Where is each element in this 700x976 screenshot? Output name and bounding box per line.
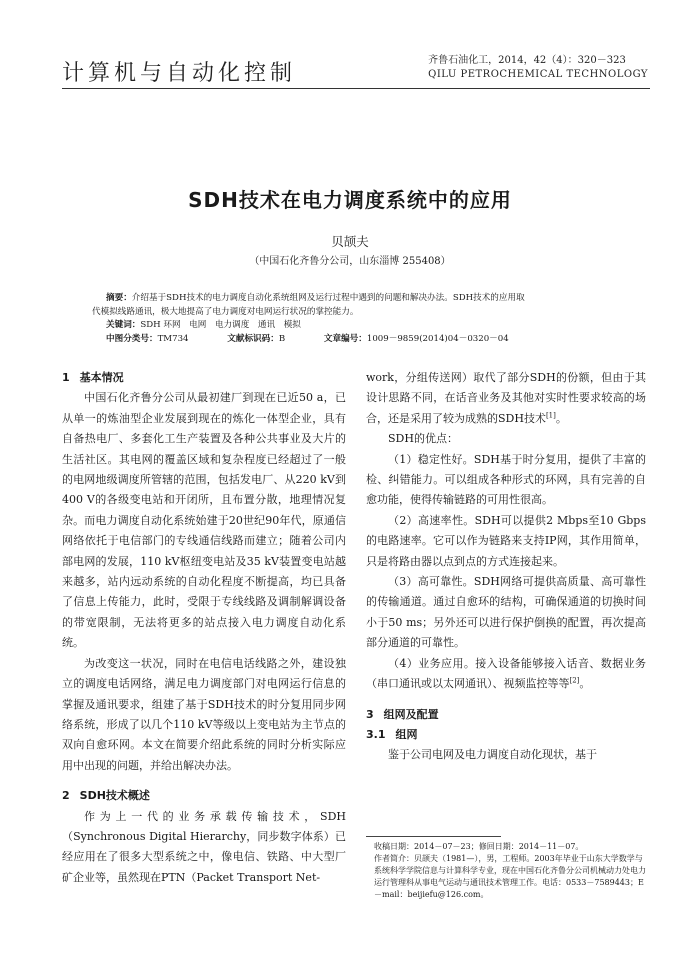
left-column (62, 368, 346, 888)
keywords-line (92, 319, 604, 333)
right-paragraph-1-text: work，分组传送网）取代了部分SDH的份额，但由于其设计思路不同，在话音业务及其他对实时性要求较高的场合，还是采用了较为成熟的SDH技术 (366, 371, 646, 425)
abstract-line-2: 代模拟线路通讯，极大地提高了电力调度对电网运行状况的掌控能力。 (92, 306, 359, 317)
affiliation: （中国石化齐鲁分公司，山东淄博 255408） (249, 256, 451, 267)
journal-info (428, 54, 648, 82)
footnote-rule (366, 836, 501, 837)
section-2-paragraph-1: 作为上一代的业务承载传输技术，SDH（Synchronous Digital Hierarchy，同步数字体系）已经应用在了很多大型系统之中，像电信、铁路、中大型厂矿企业等，虽然现在PTN（Packet Transport Net- (62, 809, 346, 884)
section-1-paragraph-2: 为改变这一状况，同时在电信电话线路之外，建设独立的调度电话网络，满足电力调度部门对电网运行信息的掌握及通讯要求，组建了基于SDH技术的时分复用同步网络系统，形成了以几个110 kV等级以上变电站为主节点的双向自愈环网。本文在简要介绍此系统的同时分析实际应用中出现的问题，并给出解决办法。 (62, 656, 346, 772)
section-1-title: 基本情况 (79, 371, 124, 384)
section-3-number: 3 (366, 707, 374, 721)
advantage-4-end: 。 (579, 677, 591, 691)
section-3-1-paragraph: 鉴于公司电网及电力调度自动化现状，基于 (388, 748, 597, 762)
doc-code-value: B (278, 333, 286, 344)
article-number (324, 334, 527, 344)
section-1-number: 1 (62, 371, 70, 384)
citation-2: [2] (569, 676, 580, 685)
right-column (366, 368, 646, 766)
abstract-block (92, 292, 604, 346)
advantage-2: （2）高速率性。SDH可以提供2 Mbps至10 Gbps的电路速率。它可以作为链路来支持IP网，其作用简单，只是将路由器以点到点的方式连接起来。 (366, 513, 646, 568)
clc-label: 中图分类号： (106, 333, 158, 344)
advantages-intro: SDH的优点： (388, 432, 458, 446)
doc-code-label: 文献标识码： (227, 333, 279, 344)
header-rule (62, 88, 650, 89)
advantage-3: （3）高可靠性。SDH网络可提供高质量、高可靠性的传输通道。通过自愈环的结构，可确保通道的切换时间小于50 ms；另外还可以进行保护倒换的配置，再次提高部分通道的可靠性。 (366, 575, 646, 650)
section-2-title: SDH技术概述 (79, 789, 150, 803)
clc-value: TM734 (157, 333, 189, 344)
advantage-4 (366, 654, 646, 695)
keywords-label: 关键词： (106, 320, 141, 330)
classification-row (92, 333, 604, 347)
doc-code (227, 334, 303, 344)
section-2-number: 2 (62, 789, 70, 803)
abstract-label: 摘要： (106, 293, 132, 303)
citation-1: [1] (545, 411, 556, 420)
article-number-label: 文章编号： (323, 333, 367, 344)
abstract-line-1 (92, 292, 604, 306)
section-3-1-number: 3.1 (366, 727, 386, 741)
journal-name-en: QILU PETROCHEMICAL TECHNOLOGY (428, 69, 648, 80)
author: 贝颉夫 (331, 234, 369, 249)
section-3-heading (366, 705, 646, 725)
footnote-author-bio: 作者简介：贝颉夫（1981—），男，工程师。2003年毕业于山东大学数学与系统科学学院信息与计算科学专业，现在中国石化齐鲁分公司机械动力处电力运行管理科从事电气运动与通讯技术管理工作。电话：0533－7589443；E－mail：beijiefu@126.com。 (374, 854, 646, 899)
section-2-heading (62, 786, 346, 806)
article-title: SDH技术在电力调度系统中的应用 (188, 188, 512, 212)
footnote-dates: 收稿日期：2014－07－23；修回日期：2014－11－07。 (374, 842, 584, 851)
clc (106, 334, 207, 344)
right-paragraph-1 (366, 368, 646, 429)
section-3-1-title: 组网 (395, 727, 418, 741)
keywords: SDH 环网 电网 电力调度 通讯 模拟 (140, 320, 301, 330)
section-3-1-heading (366, 725, 646, 745)
journal-citation: 齐鲁石油化工，2014，42（4）：320－323 (428, 55, 626, 66)
right-paragraph-1-end: 。 (555, 411, 567, 425)
article-number-value: 1009－9859(2014)04－0320－04 (366, 333, 509, 344)
section-title: 计算机与自动化控制 (62, 61, 297, 86)
footnote (366, 836, 646, 901)
section-1-heading (62, 368, 346, 388)
section-3-title: 组网及配置 (383, 707, 439, 721)
section-1-paragraph-1: 中国石化齐鲁分公司从最初建厂到现在已近50 a，已从单一的炼油型企业发展到现在的炼化一体型企业，具有自备热电厂、多套化工生产装置及各种公共事业及大片的生活社区。其电网的覆盖区域和复杂程度已经超过了一般的电网地级调度所管辖的范围，包括发电厂、从220 kV到400 V的各级变电站和开闭所，且布置分散，地理情况复杂。而电力调度自动化系统始建于20世纪90年代，原通信网络依托于电信部门的专线通信线路而建立；随着公司内部电网的发展，110 kV枢纽变电站及35 kV装置变电站越来越多，站内远动系统的自动化程度不断提高，均已具备了信息上传能力，此时，受限于专线线路及调制解调设备的带宽限制，无法将更多的站点接入电力调度自动化系统。 (62, 391, 346, 650)
advantage-4-text: （4）业务应用。接入设备能够接入话音、数据业务（串口通讯或以太网通讯）、视频监控等等 (366, 656, 646, 691)
advantage-1: （1）稳定性好。SDH基于时分复用，提供了丰富的检、纠错能力。可以组成各种形式的环网，具有完善的自愈功能，使得传输链路的可用性很高。 (366, 452, 646, 507)
abstract-text-1: 介绍基于SDH技术的电力调度自动化系统组网及运行过程中遇到的问题和解决办法。SDH技术的应用取 (131, 293, 525, 303)
